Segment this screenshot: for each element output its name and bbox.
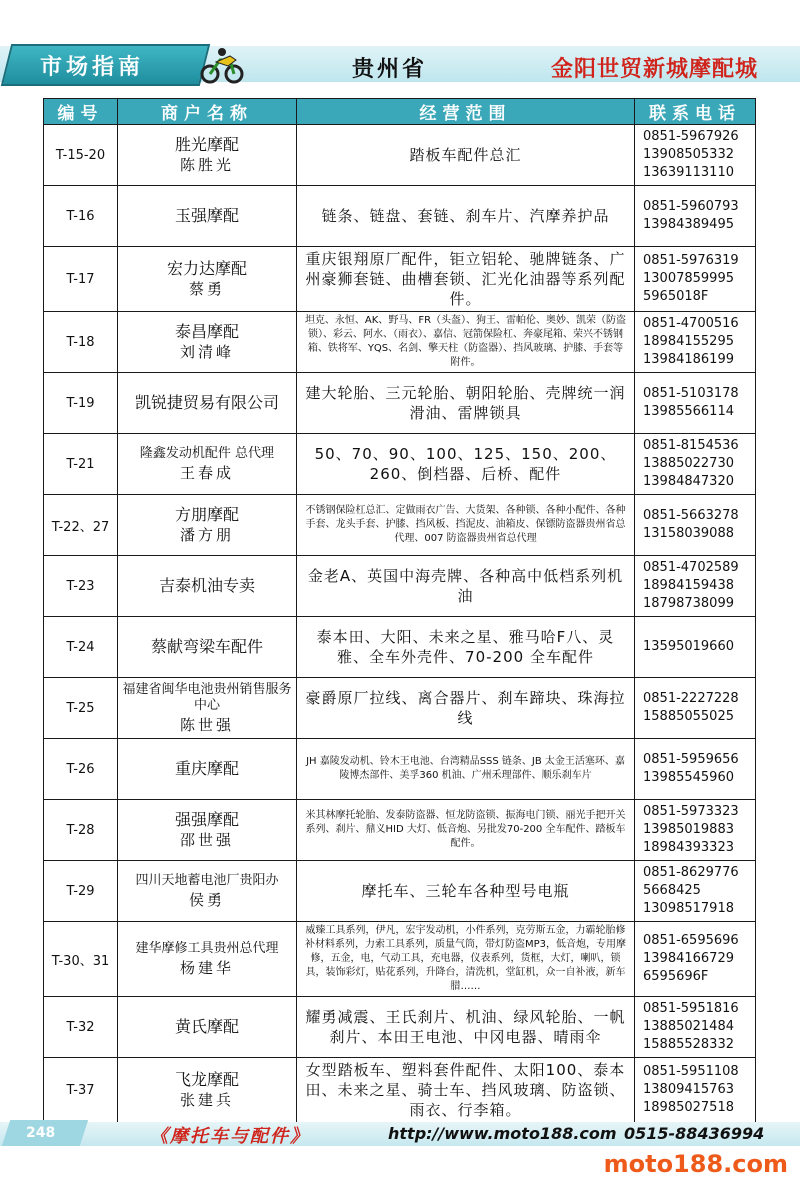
business-scope: 泰本田、大阳、未来之星、雅马哈F八、灵雅、全车外壳件、70-200 全车配件 — [297, 617, 635, 678]
merchant-name: 重庆摩配 — [174, 759, 239, 778]
phone-number: 0851-5663278 — [643, 508, 739, 523]
business-scope: 摩托车、三轮车各种型号电瓶 — [297, 861, 635, 922]
phone-number: 0851-5960793 — [643, 199, 739, 214]
merchant-cell — [118, 861, 297, 922]
phone-cell — [635, 800, 756, 861]
merchant-cell — [118, 312, 297, 373]
phone-number: 13985019883 — [643, 822, 734, 837]
table-row — [44, 800, 756, 861]
phone-number: 13098517918 — [643, 901, 734, 916]
business-scope: 耀勇减震、王氏刹片、机油、绿风轮胎、一帆刹片、本田王电池、中冈电器、晴雨伞 — [297, 997, 635, 1058]
phone-number: 13985545960 — [643, 770, 734, 785]
merchant-id: T-25 — [44, 678, 118, 739]
phone-cell — [635, 617, 756, 678]
phone-number: 0851-8629776 — [643, 865, 739, 880]
table-row — [44, 922, 756, 997]
phone-cell — [635, 556, 756, 617]
business-scope: 建大轮胎、三元轮胎、朝阳轮胎、壳牌统一润滑油、雷牌锁具 — [297, 373, 635, 434]
phone-cell — [635, 1058, 756, 1123]
magazine-title: 《摩托车与配件》 — [150, 1126, 310, 1147]
contact-telephone: 0515-88436994 — [624, 1124, 765, 1143]
business-scope: JH 嘉陵发动机、铃木王电池、台湾精品SSS 链条、JB 太金王活塞环、嘉陵博杰部件、美孚360 机油、广州禾理部件、顺乐刹车片 — [297, 739, 635, 800]
phone-number: 0851-5951816 — [643, 1001, 739, 1016]
merchant-id: T-19 — [44, 373, 118, 434]
business-scope: 豪爵原厂拉线、离合器片、刹车蹄块、珠海拉线 — [297, 678, 635, 739]
merchant-person: 杨建华 — [179, 958, 234, 977]
merchant-id: T-22、27 — [44, 495, 118, 556]
merchant-name: 建华摩修工具贵州总代理 — [135, 940, 279, 956]
table-row — [44, 678, 756, 739]
table-row — [44, 617, 756, 678]
merchant-id: T-29 — [44, 861, 118, 922]
table-row — [44, 434, 756, 495]
table-row — [44, 739, 756, 800]
phone-cell — [635, 186, 756, 247]
merchant-person: 刘清峰 — [179, 342, 234, 361]
phone-number: 0851-5959656 — [643, 752, 739, 767]
table-header-row — [44, 99, 756, 125]
table-row — [44, 125, 756, 186]
phone-number: 0851-5973323 — [643, 804, 739, 819]
business-scope: 威臻工具系列，伊凡，宏宇发动机，小件系列，克劳斯五金，力霸轮胎修补材料系列，力索工具系列，质量气筒，带灯防盗MP3，低音炮，专用摩修，五金，电，气动工具，充电器，仪表系列，货框，大灯，喇叭，锁具，装饰彩灯，贴花系列，升降台，清洗机，堂缸机，众一自补液，新车腊…… — [297, 922, 635, 997]
table-row — [44, 556, 756, 617]
merchant-id: T-30、31 — [44, 922, 118, 997]
phone-number: 5965018F — [643, 289, 709, 304]
merchant-name: 胜光摩配 — [174, 134, 239, 154]
merchant-person: 潘方朋 — [179, 525, 234, 544]
phone-number: 0851-4702589 — [643, 560, 739, 575]
page-number: 248 — [26, 1125, 56, 1141]
phone-number: 13885021484 — [643, 1019, 734, 1034]
merchant-name: 黄氏摩配 — [174, 1017, 239, 1036]
merchant-id: T-37 — [44, 1058, 118, 1123]
phone-number: 0851-5976319 — [643, 253, 739, 268]
phone-number: 18985027518 — [643, 1100, 734, 1115]
phone-number: 5668425 — [643, 883, 701, 898]
phone-number: 13158039088 — [643, 526, 734, 541]
phone-number: 18798738099 — [643, 596, 734, 611]
table-row — [44, 312, 756, 373]
phone-number: 0851-2227228 — [643, 691, 739, 706]
merchant-id: T-23 — [44, 556, 118, 617]
motorcycle-icon — [200, 42, 244, 86]
merchant-id: T-16 — [44, 186, 118, 247]
page-header — [0, 40, 800, 88]
merchant-person: 侯勇 — [188, 890, 225, 909]
business-scope: 踏板车配件总汇 — [297, 125, 635, 186]
phone-number: 13984389495 — [643, 217, 734, 232]
merchant-id: T-17 — [44, 247, 118, 312]
merchant-cell — [118, 1058, 297, 1123]
merchant-name: 玉强摩配 — [174, 206, 239, 225]
merchant-cell — [118, 800, 297, 861]
merchant-id: T-26 — [44, 739, 118, 800]
column-header-scope: 经营范围 — [297, 99, 635, 125]
merchant-id: T-24 — [44, 617, 118, 678]
phone-number: 13007859995 — [643, 271, 734, 286]
phone-number: 15885055025 — [643, 709, 734, 724]
phone-cell — [635, 434, 756, 495]
merchant-person: 陈胜光 — [179, 155, 234, 174]
table-row — [44, 997, 756, 1058]
business-scope: 50、70、90、100、125、150、200、260、倒档器、后桥、配件 — [297, 434, 635, 495]
merchant-cell — [118, 556, 297, 617]
column-header-phone: 联系电话 — [635, 99, 756, 125]
merchant-cell — [118, 617, 297, 678]
mall-title: 金阳世贸新城摩配城 — [550, 57, 758, 82]
merchant-name: 隆鑫发动机配件 总代理 — [139, 445, 275, 461]
merchant-name: 蔡献弯梁车配件 — [150, 637, 263, 656]
business-scope: 米其林摩托轮胎、发泰防盗器、恒龙防盗锁、振海电门锁、丽光手把开关系列、刹片、鼎义HID 大灯、低音炮、另批发70-200 全车配件、踏板车配件。 — [297, 800, 635, 861]
merchant-cell — [118, 125, 297, 186]
phone-number: 0851-6595696 — [643, 933, 739, 948]
merchant-name: 凯锐捷贸易有限公司 — [134, 393, 279, 412]
merchant-name: 吉泰机油专卖 — [158, 576, 255, 595]
merchant-name: 四川天地蓄电池厂贵阳办 — [135, 872, 279, 888]
merchant-name: 福建省闽华电池贵州销售服务中心 — [122, 681, 292, 713]
merchant-cell — [118, 434, 297, 495]
merchant-id: T-28 — [44, 800, 118, 861]
merchant-cell — [118, 495, 297, 556]
merchant-person: 邵世强 — [179, 830, 234, 849]
merchant-name: 飞龙摩配 — [174, 1069, 239, 1089]
phone-number: 13984847320 — [643, 474, 734, 489]
merchant-cell — [118, 247, 297, 312]
watermark: moto188.com — [603, 1150, 788, 1178]
phone-cell — [635, 997, 756, 1058]
province-title: 贵州省 — [352, 56, 428, 82]
phone-number: 13885022730 — [643, 456, 734, 471]
column-header-merchant: 商户名称 — [118, 99, 297, 125]
merchant-name: 宏力达摩配 — [166, 258, 247, 278]
phone-number: 15885528332 — [643, 1037, 734, 1052]
merchant-cell — [118, 373, 297, 434]
phone-number: 13595019660 — [643, 639, 734, 654]
phone-number: 6595696F — [643, 969, 709, 984]
phone-number: 13639113110 — [643, 165, 734, 180]
merchant-person: 张建兵 — [179, 1090, 234, 1109]
business-scope: 坦克、永恒、AK、野马、FR（头盔）、狗王、雷帕伦、奥妙、凯荣（防盗锁）、彩云、阿水、（雨衣）、嘉信、冠箭保险杠、奔豪尾箱、荣兴不锈钢箱、铁将军、YQS、名剑、擎天柱（防盗器）、挡风玻璃、护膝、手套等附件。 — [297, 312, 635, 373]
phone-number: 13985566114 — [643, 404, 734, 419]
merchant-person: 陈世强 — [179, 715, 234, 734]
phone-cell — [635, 312, 756, 373]
phone-number: 0851-5951108 — [643, 1064, 739, 1079]
merchant-id: T-21 — [44, 434, 118, 495]
merchant-id: T-15-20 — [44, 125, 118, 186]
phone-cell — [635, 125, 756, 186]
business-scope: 不锈钢保险杠总汇、定做雨衣广告、大货架、各种锁、各种小配件、各种手套、龙头手套、护膝、挡风板、挡泥皮、油箱皮、保镖防盗器贵州省总代理、007 防盗器贵州省总代理 — [297, 495, 635, 556]
phone-number: 18984393323 — [643, 840, 734, 855]
phone-cell — [635, 922, 756, 997]
phone-cell — [635, 861, 756, 922]
merchant-id: T-32 — [44, 997, 118, 1058]
merchant-cell — [118, 739, 297, 800]
phone-cell — [635, 739, 756, 800]
phone-cell — [635, 495, 756, 556]
phone-cell — [635, 247, 756, 312]
phone-number: 0851-4700516 — [643, 316, 739, 331]
phone-number: 18984155295 — [643, 334, 734, 349]
merchant-name: 强强摩配 — [174, 809, 239, 829]
phone-number: 18984159438 — [643, 578, 734, 593]
merchant-cell — [118, 678, 297, 739]
column-header-id: 编号 — [44, 99, 118, 125]
phone-number: 0851-5967926 — [643, 129, 739, 144]
table-row — [44, 1058, 756, 1123]
table-row — [44, 495, 756, 556]
phone-cell — [635, 678, 756, 739]
merchant-name: 泰昌摩配 — [174, 321, 239, 341]
business-scope: 金老A、英国中海壳牌、各种高中低档系列机油 — [297, 556, 635, 617]
phone-number: 13908505332 — [643, 147, 734, 162]
merchant-name: 方朋摩配 — [174, 504, 239, 524]
phone-number: 0851-8154536 — [643, 438, 739, 453]
table-row — [44, 373, 756, 434]
merchant-cell — [118, 922, 297, 997]
phone-number: 13809415763 — [643, 1082, 734, 1097]
phone-number: 13984186199 — [643, 352, 734, 367]
phone-cell — [635, 373, 756, 434]
merchant-id: T-18 — [44, 312, 118, 373]
table-row — [44, 186, 756, 247]
website-url: http://www.moto188.com — [388, 1124, 617, 1143]
page-footer — [0, 1118, 800, 1148]
business-scope: 重庆银翔原厂配件，钜立铝轮、驰牌链条、广州豪狮套链、曲槽套锁、汇光化油器等系列配件。 — [297, 247, 635, 312]
table-row — [44, 247, 756, 312]
phone-number: 13984166729 — [643, 951, 734, 966]
merchant-table — [43, 98, 756, 1123]
merchant-cell — [118, 186, 297, 247]
business-scope: 链条、链盘、套链、刹车片、汽摩养护品 — [297, 186, 635, 247]
section-label: 市场指南 — [40, 54, 145, 80]
merchant-person: 王春成 — [179, 463, 234, 482]
phone-number: 0851-5103178 — [643, 386, 739, 401]
business-scope: 女型踏板车、塑料套件配件、太阳100、泰本田、未来之星、骑士车、挡风玻璃、防盗锁、雨衣、行李箱。 — [297, 1058, 635, 1123]
merchant-person: 蔡勇 — [188, 279, 225, 298]
merchant-cell — [118, 997, 297, 1058]
table-row — [44, 861, 756, 922]
